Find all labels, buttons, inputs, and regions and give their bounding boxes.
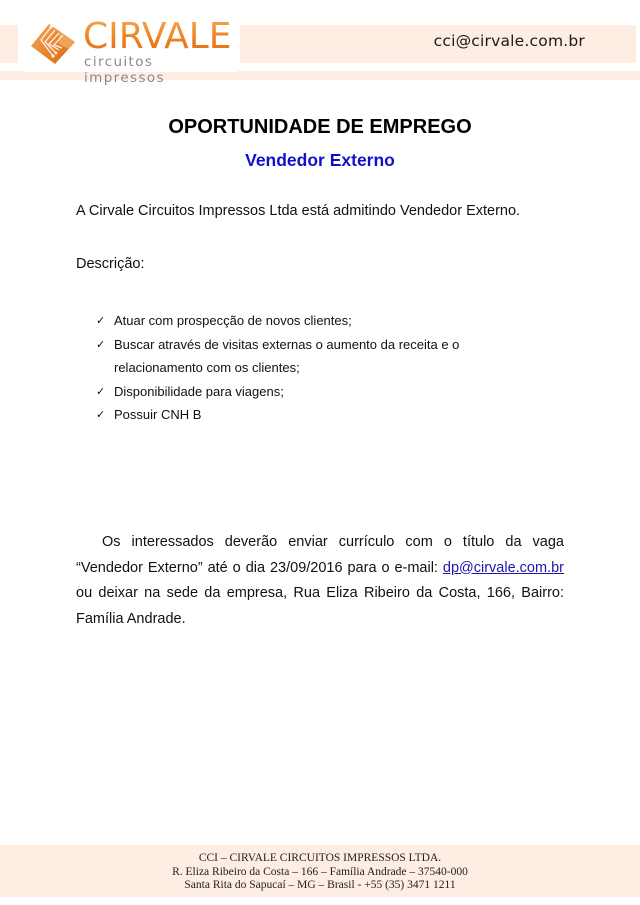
logo-wordmark: CIRVALE [83,16,232,57]
job-title: Vendedor Externo [245,150,395,170]
list-item-text: Atuar com prospecção de novos clientes; [114,313,352,328]
list-item [96,403,516,427]
footer [0,845,640,897]
list-item-text: Disponibilidade para viagens; [114,383,284,399]
footer-location-phone: Santa Rita do Sapucaí – MG – Brasil - +55 (35) 3471 1211 [184,879,456,891]
application-text-before: Os interessados deverão enviar currículo com o título da vaga “Vendedor Externo” até o dia 23/09/2016 para o e-mail: [76,534,564,576]
list-item-text: Buscar através de visitas externas o aumento da receita e o relacionamento com os clientes; [114,336,460,375]
description-list [96,309,516,427]
checkmark-icon: ✓ [96,408,106,421]
description-label: Descrição: [76,256,145,272]
checkmark-icon: ✓ [96,384,106,398]
application-instructions [76,530,564,632]
header-email: cci@cirvale.com.br [433,32,585,50]
application-text-after: ou deixar na sede da empresa, Rua Eliza Ribeiro da Costa, 166, Bairro: Família Andrade. [76,585,564,627]
list-item [96,309,516,333]
circuit-diamond-icon [29,22,77,66]
application-email-link[interactable]: dp@cirvale.com.br [442,559,564,576]
header-band-left [0,25,18,63]
list-item-text: Possuir CNH B [114,407,202,422]
list-item [96,333,516,380]
intro-text: A Cirvale Circuitos Impressos Ltda está admitindo Vendedor Externo. [76,203,521,219]
checkmark-icon: ✓ [96,337,106,351]
footer-company-name: CCI – CIRVALE CIRCUITOS IMPRESSOS LTDA. [198,852,442,864]
checkmark-icon: ✓ [96,314,106,327]
footer-address: R. Eliza Ribeiro da Costa – 166 – Família Andrade – 37540-000 [172,865,468,878]
company-logo [25,16,237,86]
list-item [96,380,516,404]
page-title: OPORTUNIDADE DE EMPREGO [168,116,472,138]
logo-tagline: circuitos impressos [84,54,165,86]
